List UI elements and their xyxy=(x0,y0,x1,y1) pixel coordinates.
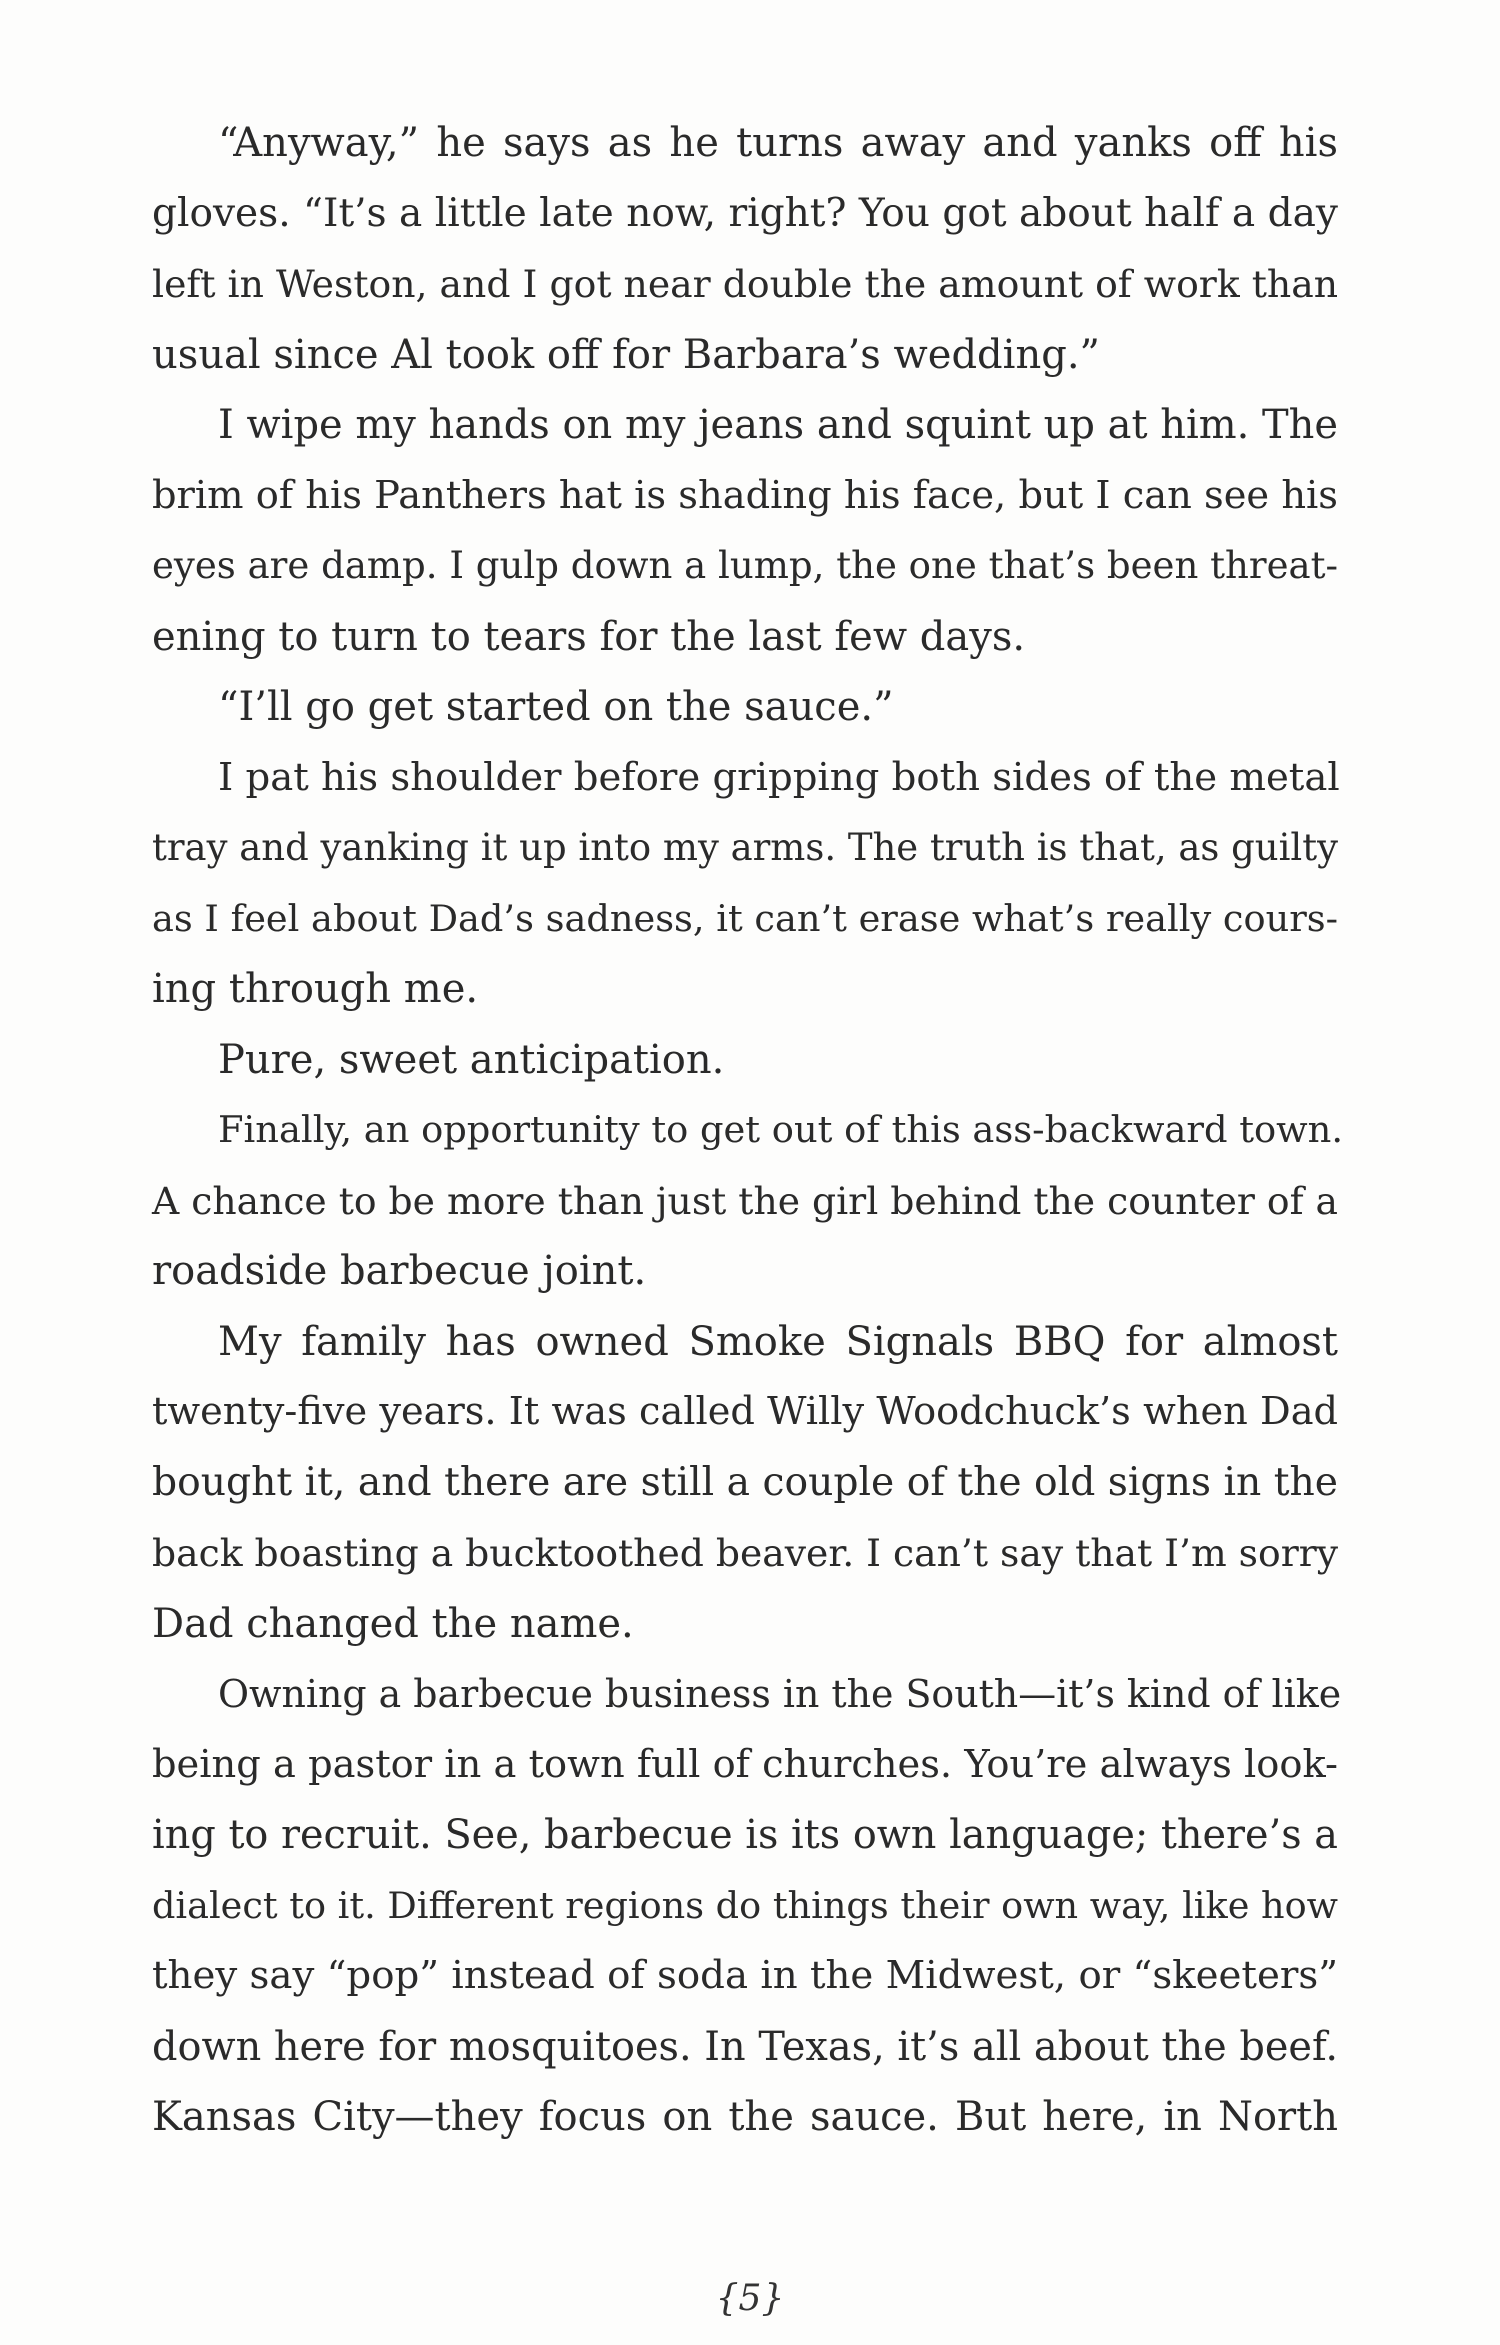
text-line: as I feel about Dad’s sadness, it can’t erase what’s really cours- xyxy=(152,896,1338,940)
text-line: I pat his shoulder before gripping both sides of the metal xyxy=(218,754,1340,800)
text-line: roadside barbecue joint. xyxy=(152,1248,647,1294)
text-line: usual since Al took off for Barbara’s wedding.” xyxy=(152,331,1100,378)
text-line: Kansas City—they focus on the sauce. But here, in North xyxy=(152,2094,1338,2140)
text-line: dialect to it. Different regions do things their own way, like how xyxy=(152,1883,1338,1927)
text-line: eyes are damp. I gulp down a lump, the one that’s been threat- xyxy=(152,544,1338,587)
text-line: ing through me. xyxy=(152,966,479,1012)
text-line: I wipe my hands on my jeans and squint up at him. The xyxy=(218,402,1338,448)
text-line: “I’ll go get started on the sauce.” xyxy=(218,684,894,730)
text-line: being a pastor in a town full of churches. You’re always look- xyxy=(152,1741,1338,1787)
page-number: {5} xyxy=(715,2278,785,2319)
text-line: Dad changed the name. xyxy=(152,1600,634,1647)
text-line: Pure, sweet anticipation. xyxy=(218,1036,725,1083)
text-line: they say “pop” instead of soda in the Midwest, or “skeeters” xyxy=(152,1953,1338,1998)
text-line: gloves. “It’s a little late now, right? You got about half a day xyxy=(152,190,1338,236)
text-line: down here for mosquitoes. In Texas, it’s all about the beef. xyxy=(152,2023,1338,2070)
text-line: bought it, and there are still a couple of the old signs in the xyxy=(152,1459,1338,1505)
text-line: A chance to be more than just the girl behind the counter of a xyxy=(152,1178,1338,1223)
text-line: ing to recruit. See, barbecue is its own language; there’s a xyxy=(152,1812,1338,1858)
text-line: ening to turn to tears for the last few days. xyxy=(152,613,1026,660)
text-line: left in Weston, and I got near double the amount of work than xyxy=(152,262,1338,306)
text-line: Owning a barbecue business in the South—it’s kind of like xyxy=(218,1672,1342,1716)
text-line: tray and yanking it up into my arms. The truth is that, as guilty xyxy=(152,826,1338,869)
text-line: Finally, an opportunity to get out of this ass-backward town. xyxy=(218,1108,1344,1151)
text-line: brim of his Panthers hat is shading his face, but I can see his xyxy=(152,472,1338,518)
body-text xyxy=(152,108,1344,2153)
text-line: My family has owned Smoke Signals BBQ for almost xyxy=(218,1318,1338,1365)
text-line: “Anyway,” he says as he turns away and yanks off his xyxy=(218,120,1338,166)
text-line: twenty-five years. It was called Willy Woodchuck’s when Dad xyxy=(152,1389,1338,1434)
text-line: back boasting a bucktoothed beaver. I can’t say that I’m sorry xyxy=(152,1531,1339,1575)
